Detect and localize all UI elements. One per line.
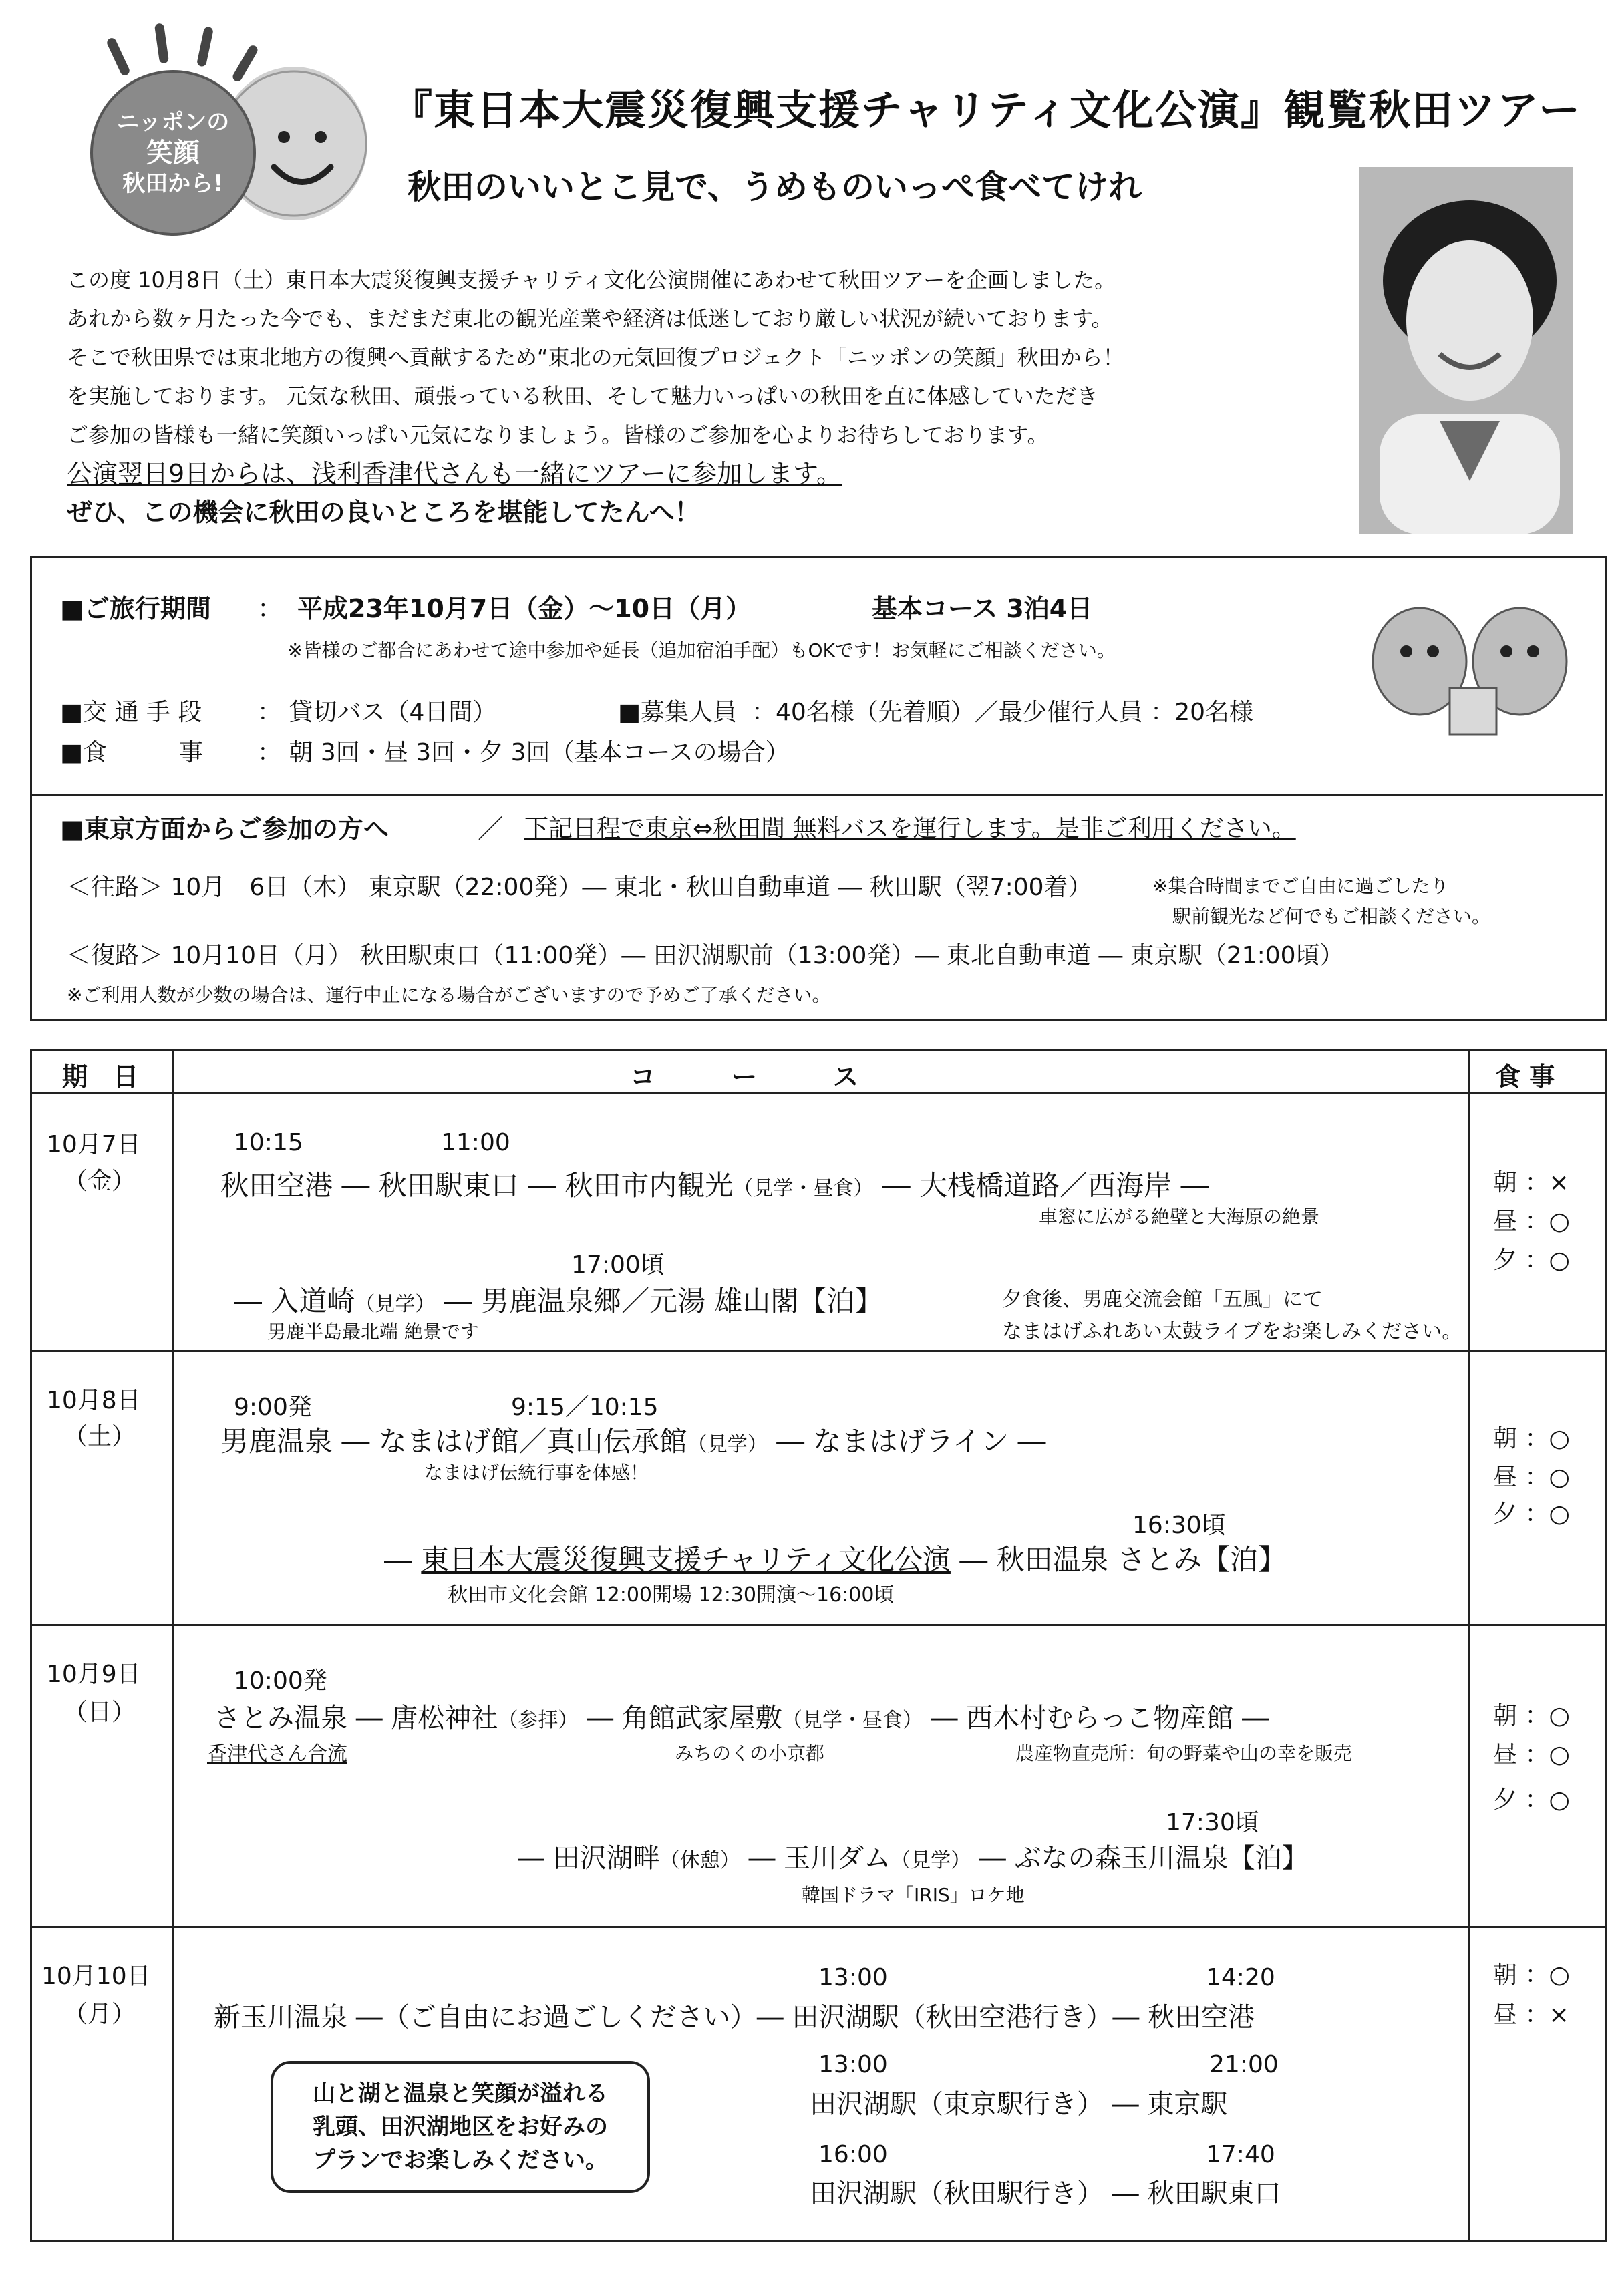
sun-ray-icon xyxy=(154,23,169,63)
tokyo-outbound-note: ※集合時間までご自由に過ごしたり xyxy=(1152,875,1449,897)
capacity-label: ■募集人員 xyxy=(618,699,738,726)
route-small: （見学・昼食） xyxy=(782,1709,923,1732)
day1-route xyxy=(234,1279,882,1319)
charity-performance-link: 東日本大震災復興支援チャリティ文化公演 xyxy=(421,1543,951,1576)
day1-meal: 朝 ：× xyxy=(1493,1169,1569,1196)
day3-date: 10月9日 xyxy=(47,1661,141,1688)
day2-note: なまはげ伝統行事を体感！ xyxy=(424,1462,649,1484)
intro-line: を実施しております。 元気な秋田、頑張っている秋田、そして魅力いっぱいの秋田を直に体感していただき xyxy=(67,383,1098,409)
route-small: （休憩） xyxy=(659,1849,740,1872)
route-text: ― ぶなの森玉川温泉【泊】 xyxy=(979,1843,1309,1874)
header-meals: 食 事 xyxy=(1495,1062,1555,1092)
day3-meal: 昼 ：○ xyxy=(1493,1741,1570,1768)
period-colon: ： xyxy=(257,594,283,623)
day3-note-underlined: 香津代さん合流 xyxy=(207,1742,347,1766)
day2-route xyxy=(384,1538,1286,1578)
tokyo-outbound-note: 駅前観光など何でもご相談ください。 xyxy=(1172,905,1491,927)
route-text: ― xyxy=(384,1543,412,1576)
day2-note: 秋田市文化会館 12:00開場 12:30開演～16:00頃 xyxy=(448,1583,895,1607)
intro-closing: ぜひ、この機会に秋田の良いところを堪能してたんへ！ xyxy=(67,498,700,527)
day1-date: 10月7日 xyxy=(47,1131,141,1158)
transport-value: ： 貸切バス（4日間） xyxy=(257,699,497,726)
capacity-value: ：40名様（先着順）／最少催行人員 ：20名様 xyxy=(752,699,1254,726)
day3-meal: 夕 ：○ xyxy=(1493,1786,1570,1814)
page-subtitle: 秋田のいいとこ見で、うめものいっぺ食べてけれ xyxy=(408,168,1142,206)
day3-meal: 朝 ：○ xyxy=(1493,1702,1570,1730)
route-text: ― 角館武家屋敷 xyxy=(587,1703,782,1734)
day3-dow: （日） xyxy=(63,1699,136,1726)
route-small: （見学） xyxy=(891,1849,971,1872)
sun-ray-icon xyxy=(196,26,214,67)
day4-route: 新玉川温泉 ―（ご自由にお過ごしください）― 田沢湖駅（秋田空港行き）― 秋田空港 xyxy=(214,2002,1255,2033)
day2-time: 9:15／10:15 xyxy=(511,1393,659,1421)
header-course: コ ー ス xyxy=(630,1062,859,1092)
day4-time: 14:20 xyxy=(1206,1964,1275,1991)
day3-note: 農産物直売所：旬の野菜や山の幸を販売 xyxy=(1015,1742,1353,1764)
day4-meal: 朝 ：○ xyxy=(1493,1961,1570,1989)
table-divider xyxy=(1468,1051,1470,2240)
table-divider xyxy=(32,1350,1605,1352)
logo-line: 秋田から! xyxy=(122,170,224,197)
day4-dow: （月） xyxy=(63,2001,136,2028)
intro-line: あれから数ヶ月たった今でも、まだまだ東北の観光産業や経済は低迷しており厳しい状況が続いております。 xyxy=(67,306,1113,331)
tokyo-return: ＜復路＞ 10月10日（月） 秋田駅東口（11:00発）― 田沢湖駅前（13:00発）― 東北自動車道 ― 東京駅（21:00頃） xyxy=(67,942,1344,969)
route-text: 男鹿温泉 ― なまはげ館／真山伝承館 xyxy=(220,1425,687,1458)
day1-note: なまはげふれあい太鼓ライブをお楽しみください。 xyxy=(1002,1320,1462,1343)
day1-note: 夕食後、男鹿交流会館「五風」にて xyxy=(1002,1288,1323,1311)
tokyo-note: ※ご利用人数が少数の場合は、運行中止になる場合がございますので予めご了承ください。 xyxy=(67,984,831,1006)
sun-ray-icon xyxy=(106,37,131,77)
day1-note: 男鹿半島最北端 絶景です xyxy=(267,1321,479,1343)
day4-time: 17:40 xyxy=(1206,2141,1275,2168)
day2-meal: 昼 ：○ xyxy=(1493,1464,1570,1491)
route-text: ― 男鹿温泉郷／元湯 雄山閣【泊】 xyxy=(444,1285,883,1317)
route-text: ― 大桟橋道路／西海岸 ― xyxy=(882,1169,1209,1202)
meals-value: ： 朝 3回・昼 3回・夕 3回（基本コースの場合） xyxy=(257,739,790,766)
day4-time: 16:00 xyxy=(818,2141,888,2168)
route-text: ― 秋田温泉 さとみ【泊】 xyxy=(959,1543,1286,1576)
day3-note: 韓国ドラマ「IRIS」ロケ地 xyxy=(802,1884,1025,1906)
logo-line: ニッポンの xyxy=(116,109,230,136)
tokyo-notice: 下記日程で東京⇔秋田間 無料バスを運行します。是非ご利用ください。 xyxy=(524,815,1296,842)
course-name: 基本コース 3泊4日 xyxy=(872,594,1093,623)
day1-dow: （金） xyxy=(63,1168,136,1195)
intro-underlined: 公演翌日9日からは、浅利香津代さんも一緒にツアーに参加します。 xyxy=(67,459,842,488)
day3-route xyxy=(518,1837,1309,1875)
day1-time: 11:00 xyxy=(441,1129,510,1156)
route-text: ― 入道崎 xyxy=(234,1285,355,1317)
recommendation-callout xyxy=(271,2061,650,2193)
callout-line: 乳頭、田沢湖地区をお好みの xyxy=(313,2114,608,2140)
day1-meal: 昼 ：○ xyxy=(1493,1208,1570,1235)
day1-meal: 夕 ：○ xyxy=(1493,1247,1570,1274)
day4-time: 13:00 xyxy=(818,1964,888,1991)
divider xyxy=(30,794,1603,796)
route-text: ― 玉川ダム xyxy=(748,1843,891,1874)
route-text: ― なまはげライン ― xyxy=(776,1425,1046,1458)
meals-label: ■食 事 xyxy=(60,739,204,766)
tokyo-outbound: ＜往路＞ 10月 6日（木） 東京駅（22:00発）― 東北・秋田自動車道 ― 秋田駅（翌7:00着） xyxy=(67,874,1092,901)
route-small: （見学） xyxy=(355,1293,436,1316)
day4-time: 21:00 xyxy=(1209,2051,1279,2078)
intro-line: そこで秋田県では東北地方の復興へ貢献するため“東北の元気回復プロジェクト「ニッポンの笑顔」秋田から！ xyxy=(67,345,1124,370)
day2-meal: 朝 ：○ xyxy=(1493,1425,1570,1452)
header-date: 期 日 xyxy=(62,1062,139,1092)
callout-line: プランでお楽しみください。 xyxy=(313,2147,608,2174)
day4-route: 田沢湖駅（東京駅行き） ― 東京駅 xyxy=(810,2089,1228,2120)
day3-route xyxy=(214,1697,1269,1735)
intro-line: この度 10月8日（土）東日本大震災復興支援チャリティ文化公演開催にあわせて秋田ツアーを企画しました。 xyxy=(67,267,1116,293)
period-value: 平成23年10月7日（金）～10日（月） xyxy=(297,594,752,623)
day2-time: 16:30頃 xyxy=(1132,1512,1226,1539)
logo-line: 笑顔 xyxy=(146,138,200,168)
route-small: （見学） xyxy=(687,1433,768,1456)
table-divider xyxy=(172,1051,174,2240)
page-title: 『東日本大震災復興支援チャリティ文化公演』観覧秋田ツアー xyxy=(391,86,1582,134)
day1-route xyxy=(220,1164,1209,1204)
route-small: （見学・昼食） xyxy=(733,1177,874,1200)
day4-time: 13:00 xyxy=(818,2051,888,2078)
day3-time: 10:00発 xyxy=(234,1667,327,1695)
day1-time: 10:15 xyxy=(234,1129,303,1156)
route-text: 秋田空港 ― 秋田駅東口 ― 秋田市内観光 xyxy=(220,1169,734,1202)
day2-meal: 夕 ：○ xyxy=(1493,1500,1570,1528)
table-divider xyxy=(32,1624,1605,1626)
day2-time: 9:00発 xyxy=(234,1393,312,1421)
intro-text xyxy=(67,261,1336,532)
tokyo-label: ■東京方面からご参加の方へ xyxy=(60,814,389,844)
intro-line: ご参加の皆様も一緒に笑顔いっぱい元気になりましょう。皆様のご参加を心よりお待ちしております。 xyxy=(67,422,1049,448)
day1-time: 17:00頃 xyxy=(571,1251,665,1279)
nippon-smile-logo xyxy=(90,70,256,236)
transport-label: ■交 通 手 段 xyxy=(60,699,202,726)
day3-time: 17:30頃 xyxy=(1166,1809,1259,1836)
day2-route xyxy=(220,1420,1046,1460)
namahage-mascot-icon xyxy=(1359,588,1587,742)
table-divider xyxy=(32,1926,1605,1928)
route-text: さとみ温泉 ― 唐松神社 xyxy=(214,1703,498,1734)
route-text: ― 田沢湖畔 xyxy=(518,1843,660,1874)
callout-line: 山と湖と温泉と笑顔が溢れる xyxy=(313,2080,608,2107)
portrait-photo xyxy=(1359,167,1573,534)
day2-date: 10月8日 xyxy=(47,1387,141,1414)
day4-date: 10月10日 xyxy=(41,1963,151,1990)
day2-dow: （土） xyxy=(63,1423,136,1450)
route-text: ― 西木村むらっこ物産館 ― xyxy=(931,1703,1269,1734)
day4-meal: 昼 ：× xyxy=(1493,2001,1569,2029)
period-note: ※皆様のご都合にあわせて途中参加や延長（追加宿泊手配）もOKです！お気軽にご相談ください。 xyxy=(287,639,1116,661)
day3-note: みちのくの小京都 xyxy=(675,1742,825,1764)
route-small: （参拝） xyxy=(498,1709,579,1732)
tokyo-slash: ／ xyxy=(478,814,504,844)
period-label: ■ご旅行期間 xyxy=(60,594,211,623)
day4-route: 田沢湖駅（秋田駅行き） ― 秋田駅東口 xyxy=(810,2178,1281,2209)
day1-note: 車窓に広がる絶壁と大海原の絶景 xyxy=(1039,1206,1320,1228)
